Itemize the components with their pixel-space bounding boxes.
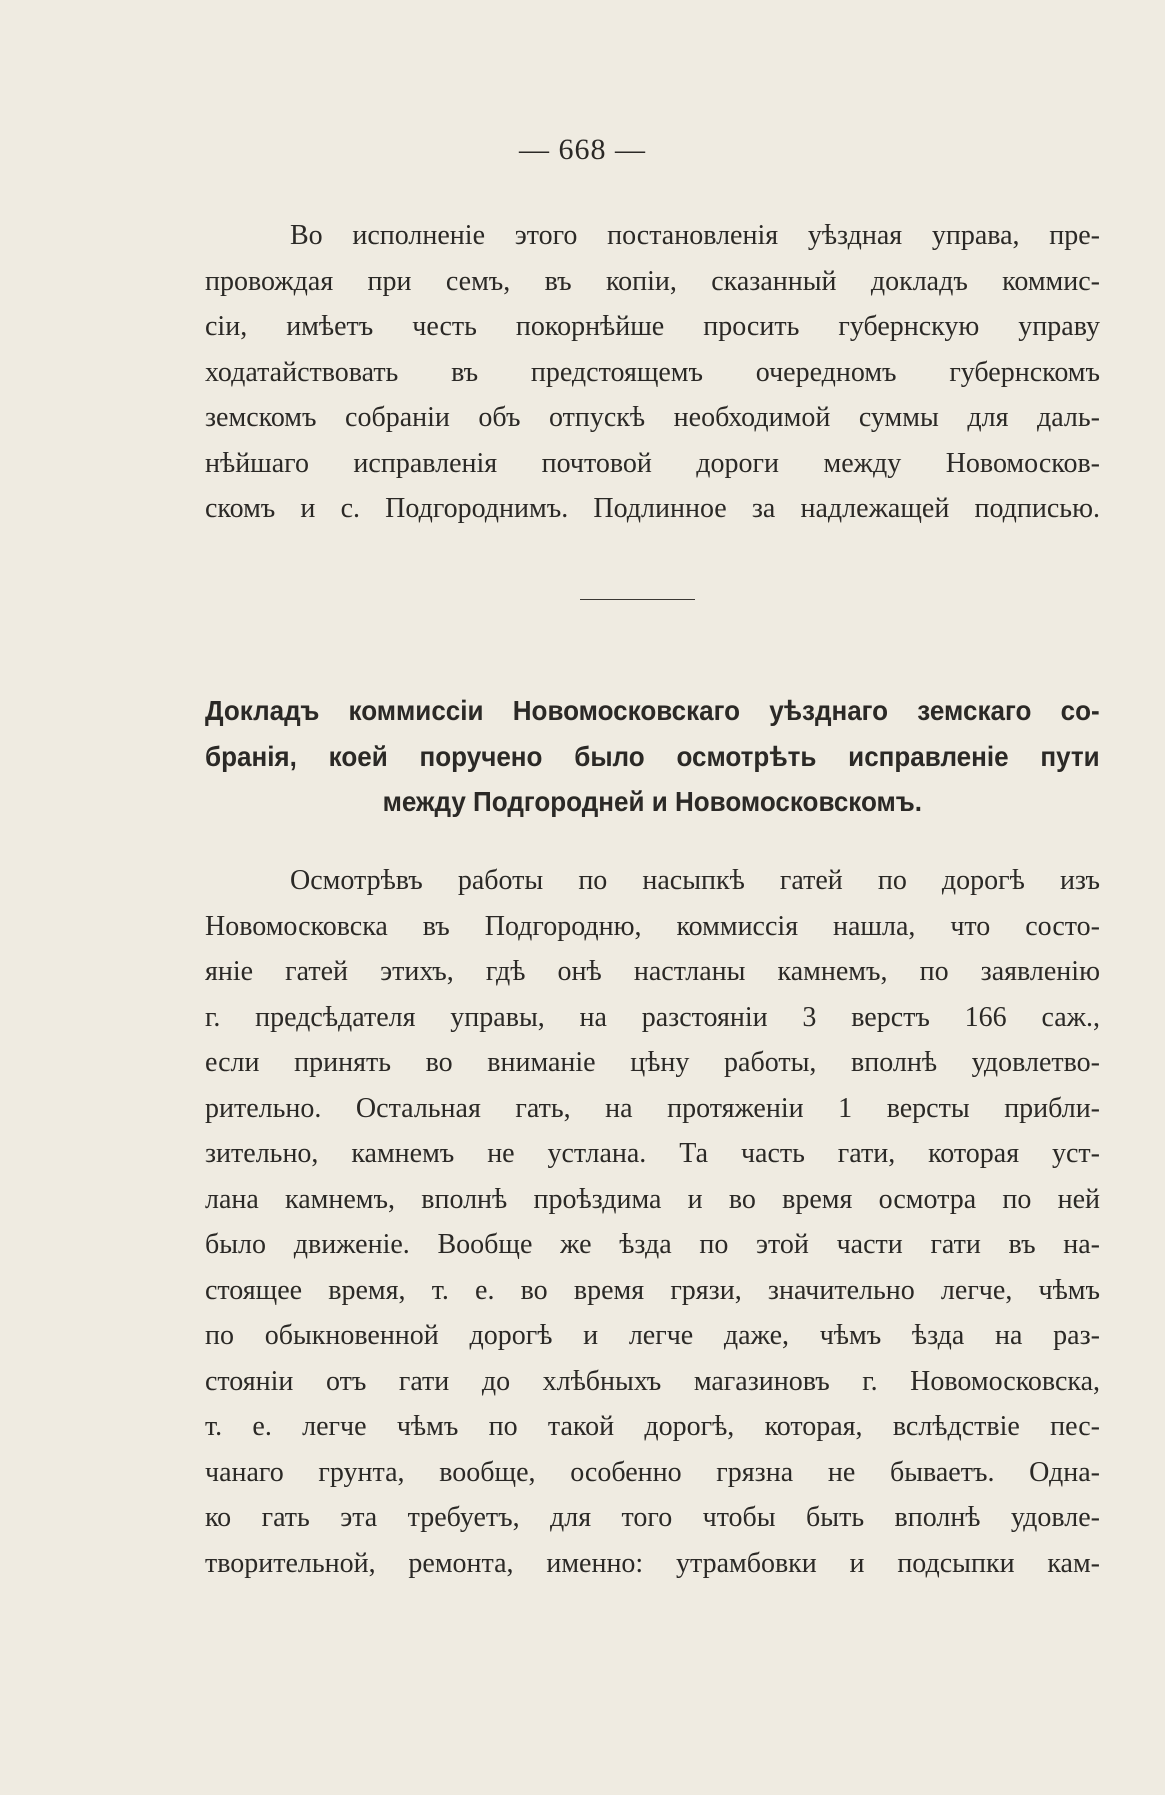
text-line: лана камнемъ, вполнѣ проѣздима и во время осмотра по ней bbox=[205, 1183, 1100, 1215]
text-line: скомъ и с. Подгороднимъ. Подлинное за надлежащей подписью. bbox=[205, 493, 1100, 524]
heading-line: Докладъ коммиссіи Новомосковскаго уѣзднаго земскаго со- bbox=[205, 695, 1100, 726]
text-line: ходатайствовать въ предстоящемъ очередномъ губернскомъ bbox=[205, 356, 1100, 388]
section-divider bbox=[580, 599, 695, 600]
heading-line: между Подгородней и Новомосковскомъ. bbox=[382, 786, 923, 817]
text-line: г. предсѣдателя управы, на разстояніи 3 верстъ 166 саж., bbox=[205, 1001, 1100, 1033]
text-line: рительно. Остальная гать, на протяженіи 1 версты прибли- bbox=[205, 1092, 1100, 1124]
text-line: ко гать эта требуетъ, для того чтобы быть вполнѣ удовле- bbox=[205, 1502, 1100, 1533]
text-line: стояніи отъ гати до хлѣбныхъ магазиновъ г. Новомосковска, bbox=[205, 1365, 1100, 1397]
text-line: по обыкновенной дорогѣ и легче даже, чѣмъ ѣзда на раз- bbox=[205, 1320, 1100, 1351]
text-line: сіи, имѣетъ честь покорнѣйше просить губернскую управу bbox=[205, 311, 1100, 342]
section-heading bbox=[205, 688, 1100, 825]
intro-paragraph bbox=[205, 213, 1100, 532]
text-line: Осмотрѣвъ работы по насыпкѣ гатей по дорогѣ изъ bbox=[290, 865, 1100, 896]
report-paragraph bbox=[205, 858, 1100, 1586]
text-line: зительно, камнемъ не устлана. Та часть гати, которая уст- bbox=[205, 1138, 1100, 1169]
text-line: Во исполненіе этого постановленія уѣздная управа, пре- bbox=[290, 220, 1100, 251]
text-line: стоящее время, т. е. во время грязи, значительно легче, чѣмъ bbox=[205, 1274, 1100, 1306]
text-line: было движеніе. Вообще же ѣзда по этой части гати въ на- bbox=[205, 1229, 1100, 1260]
page-number: — 668 — bbox=[519, 133, 646, 166]
text-line: провождая при семъ, въ копіи, сказанный докладъ коммис- bbox=[205, 265, 1100, 297]
heading-line: бранія, коей поручено было осмотрѣть исправленіе пути bbox=[205, 740, 1100, 772]
text-line: чанаго грунта, вообще, особенно грязна не бываетъ. Одна- bbox=[205, 1456, 1100, 1488]
text-line: нѣйшаго исправленія почтовой дороги между Новомосков- bbox=[205, 447, 1100, 479]
text-line: земскомъ собраніи объ отпускѣ необходимой суммы для даль- bbox=[205, 402, 1100, 433]
text-line: если принять во вниманіе цѣну работы, вполнѣ удовлетво- bbox=[205, 1047, 1100, 1078]
text-line: творительной, ремонта, именно: утрамбовки и подсыпки кам- bbox=[205, 1547, 1100, 1579]
text-line: Новомосковска въ Подгородню, коммиссія нашла, что состо- bbox=[205, 910, 1100, 942]
text-line: т. е. легче чѣмъ по такой дорогѣ, которая, вслѣдствіе пес- bbox=[205, 1411, 1100, 1442]
text-line: яніе гатей этихъ, гдѣ онѣ настланы камнемъ, по заявленію bbox=[205, 956, 1100, 987]
